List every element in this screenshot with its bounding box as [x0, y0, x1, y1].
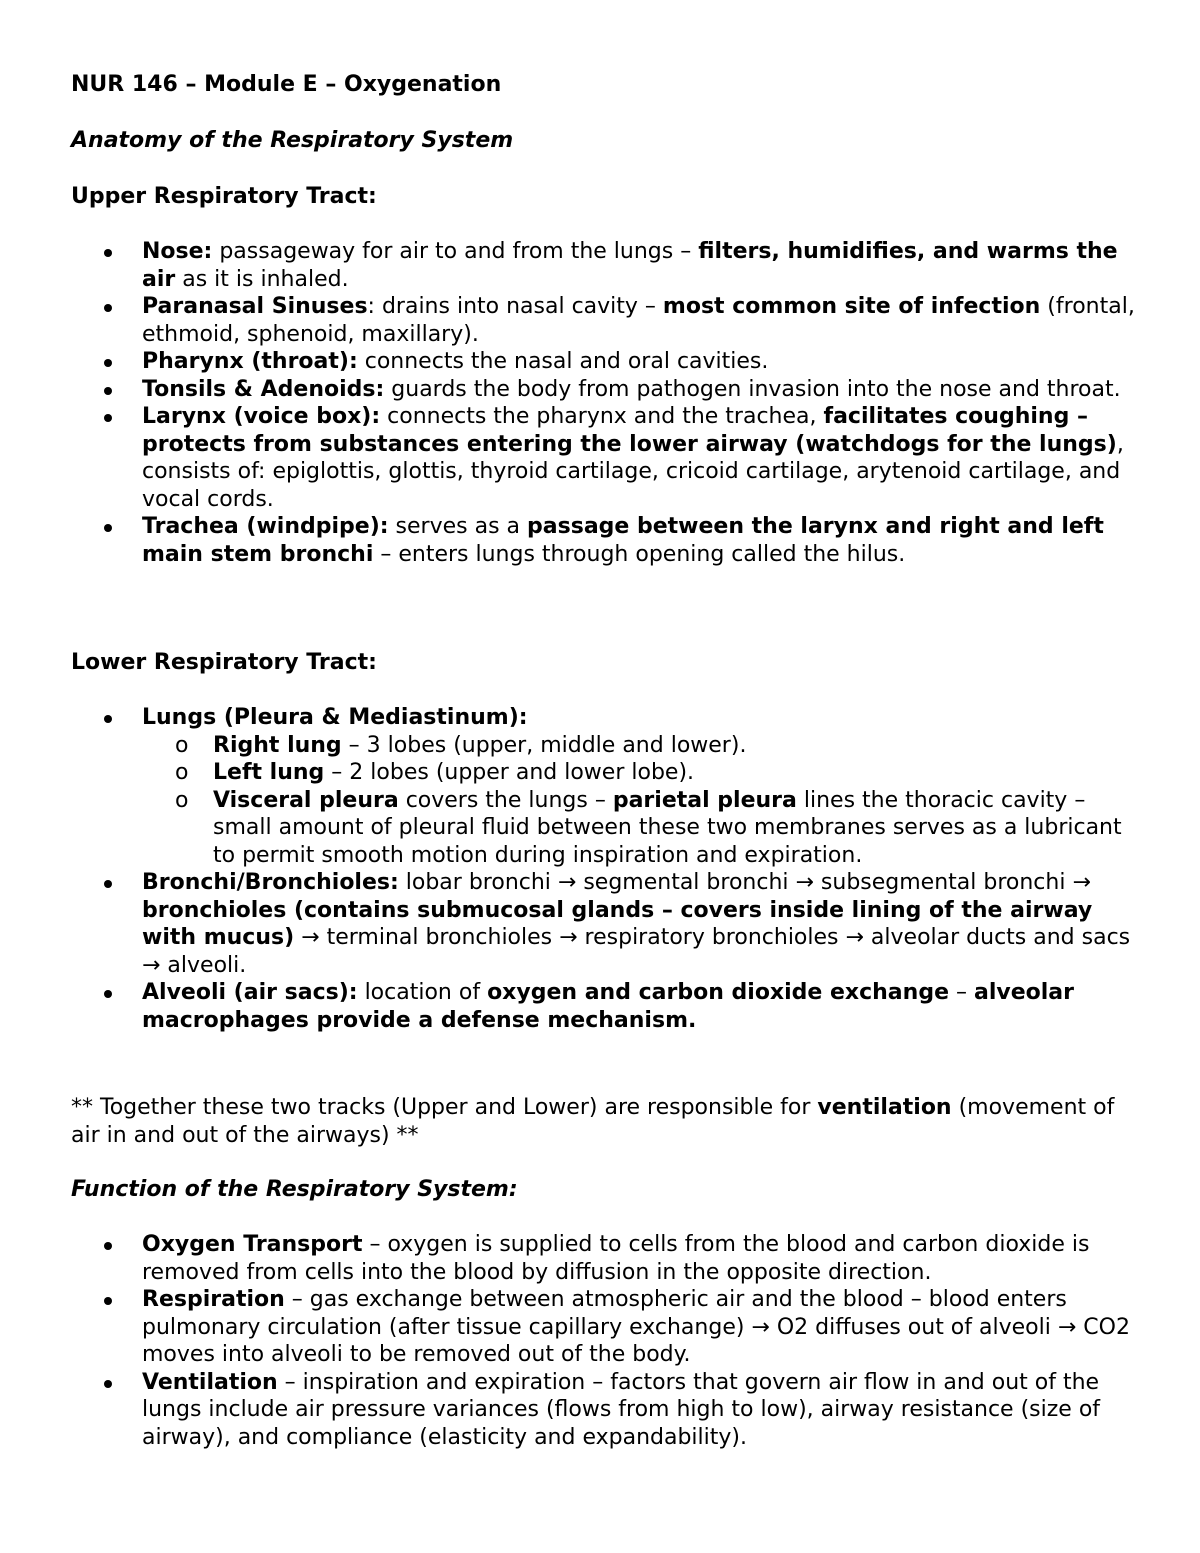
list-item-sinuses: Paranasal Sinuses: drains into nasal cavity – most common site of infection (frontal, ethmoid, sphenoid, maxillary). — [71, 293, 1136, 348]
list-item-ventilation: Ventilation – inspiration and expiration – factors that govern air flow in and out of the lungs include air pressure variances (flows from high to low), airway resistance (size of airway), and compliance (elasticity and expandability). — [71, 1369, 1136, 1452]
function-heading: Function of the Respiratory System: — [71, 1177, 518, 1202]
upper-tract-heading: Upper Respiratory Tract: — [71, 184, 377, 209]
function-list — [71, 1231, 1136, 1451]
circle-bullet-icon: o — [175, 732, 189, 758]
bullet-icon — [104, 1242, 112, 1250]
bullet-icon — [104, 1380, 112, 1388]
sublist-item-pleura: o Visceral pleura covers the lungs – parietal pleura lines the thoracic cavity – small amount of pleural fluid between these two membranes serves as a lubricant to permit smooth motion during inspiration and expiration. — [175, 787, 1122, 868]
list-item-tonsils: Tonsils & Adenoids: guards the body from pathogen invasion into the nose and throat. — [71, 376, 1136, 404]
bullet-icon — [104, 249, 112, 257]
list-item-larynx: Larynx (voice box): connects the pharynx and the trachea, facilitates coughing – protects from substances entering the lower airway (watchdogs for the lungs), consists of: epiglottis, glottis, thyroid cartilage, cricoid cartilage, arytenoid cartilage, and vocal cords. — [71, 403, 1136, 513]
circle-bullet-icon: o — [175, 760, 189, 785]
lungs-sublist — [142, 732, 1136, 870]
sublist-item-left-lung: o Left lung – 2 lobes (upper and lower lobe). — [175, 760, 695, 785]
list-item-alveoli: Alveoli (air sacs): location of oxygen and carbon dioxide exchange – alveolar macrophages provide a defense mechanism. — [71, 979, 1136, 1034]
bullet-icon — [104, 880, 112, 888]
bullet-icon — [104, 414, 112, 422]
lower-tract-list — [71, 704, 1136, 1034]
list-item-trachea: Trachea (windpipe): serves as a passage between the larynx and right and left main stem bronchi – enters lungs through opening called the hilus. — [71, 513, 1136, 568]
bullet-icon — [104, 990, 112, 998]
bullet-icon — [104, 1297, 112, 1305]
list-item-pharynx: Pharynx (throat): connects the nasal and oral cavities. — [71, 348, 1136, 376]
ventilation-note: ** Together these two tracks (Upper and Lower) are responsible for ventilation (movement of air in and out of the airways) ** — [71, 1095, 1115, 1148]
page-title: NUR 146 – Module E – Oxygenation — [71, 72, 502, 97]
bullet-icon — [104, 387, 112, 395]
list-item-nose: Nose: passageway for air to and from the lungs – filters, humidifies, and warms the air as it is inhaled. — [71, 238, 1136, 293]
lower-tract-heading: Lower Respiratory Tract: — [71, 650, 377, 675]
bullet-icon — [104, 304, 112, 312]
upper-tract-list — [71, 238, 1136, 568]
bullet-icon — [104, 715, 112, 723]
list-item-lungs: Lungs (Pleura & Mediastinum): o Right lung – 3 lobes (upper, middle and lower). o Left lung – 2 lobes (upper and lower lobe). o Visceral pleura covers the lungs – parietal pleura lines the thoracic cavity – small amount of pleural fluid between these two membranes serves as a lubricant to permit smooth motion during inspiration and expiration. — [71, 704, 1136, 869]
list-item-oxygen-transport: Oxygen Transport – oxygen is supplied to cells from the blood and carbon dioxide is removed from cells into the blood by diffusion in the opposite direction. — [71, 1231, 1136, 1286]
list-item-respiration: Respiration – gas exchange between atmospheric air and the blood – blood enters pulmonary circulation (after tissue capillary exchange) → O2 diffuses out of alveoli → CO2 moves into alveoli to be removed out of the body. — [71, 1286, 1136, 1369]
anatomy-heading: Anatomy of the Respiratory System — [71, 128, 514, 153]
list-item-bronchi: Bronchi/Bronchioles: lobar bronchi → segmental bronchi → subsegmental bronchi → bronchioles (contains submucosal glands – covers inside lining of the airway with mucus) → terminal bronchioles → respiratory bronchioles → alveolar ducts and sacs → alveoli. — [71, 869, 1136, 979]
bullet-icon — [104, 524, 112, 532]
sublist-item-right-lung: o Right lung – 3 lobes (upper, middle and lower). — [175, 732, 747, 758]
bullet-icon — [104, 359, 112, 367]
circle-bullet-icon: o — [175, 787, 189, 813]
